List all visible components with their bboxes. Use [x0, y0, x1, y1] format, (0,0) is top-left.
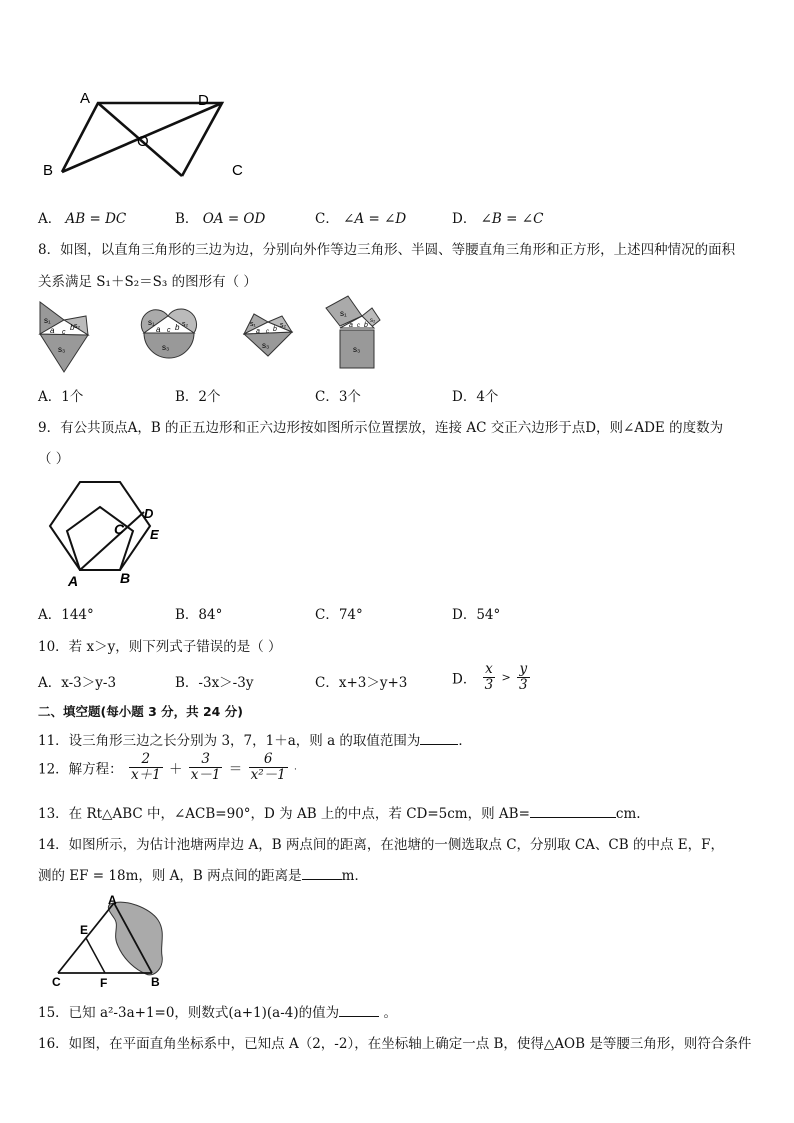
label-A: A [108, 893, 117, 907]
q10-option-d[interactable]: D． $\frac{x}{3}$ > $\frac{y}{3}$ [452, 661, 528, 693]
bowtie-figure [40, 85, 260, 185]
q8-figure-semicircle [138, 306, 198, 361]
q11-stem: 11．设三角形三边之长分别为 3，7，1＋a，则 a 的取值范围为 ． [38, 733, 472, 749]
q8-stem-line2: 关系满足 S₁＋S₂＝S₃ 的图形有（ ） [38, 274, 257, 290]
svg-text:s₂: s₂ [370, 318, 376, 324]
q9-stem-line1: 9．有公共顶点A，B 的正五边形和正六边形按如图所示位置摆放，连接 AC 交正六边形于点D，则∠ADE 的度数为 [38, 420, 724, 436]
label-A: A [68, 573, 79, 589]
svg-text:s₃: s₃ [262, 341, 270, 350]
q9-option-b[interactable]: B．84° [175, 607, 223, 623]
label-B: B [120, 570, 131, 586]
label-D: D [198, 92, 209, 109]
q14-stem-line2: 测的 EF = 18m，则 A，B 两点间的距离是 m． [38, 868, 368, 884]
q9-option-c[interactable]: C．74° [315, 607, 363, 623]
q15-answer-blank[interactable] [339, 1004, 379, 1017]
label-B: B [151, 975, 160, 989]
svg-text:a: a [349, 322, 353, 329]
q8-option-a[interactable]: A．1个 [38, 389, 84, 405]
q10-stem: 10．若 x＞y，则下列式子错误的是（ ） [38, 639, 282, 655]
q7-option-a[interactable]: A． AB = DC [38, 211, 127, 227]
pentagon-hexagon-figure [40, 482, 170, 592]
svg-text:b: b [70, 323, 75, 332]
label-O: O [137, 133, 149, 150]
q7-option-c[interactable]: C． ∠A = ∠D [315, 211, 407, 227]
svg-text:c: c [167, 327, 171, 334]
label-C: C [52, 975, 61, 989]
q10-option-b[interactable]: B．-3x＞-3y [175, 675, 254, 691]
label-A: A [80, 90, 91, 107]
svg-text:a: a [50, 326, 55, 335]
svg-text:a: a [256, 328, 260, 335]
q10-option-a[interactable]: A．x-3＞y-3 [38, 675, 117, 691]
svg-text:s₂: s₂ [74, 323, 81, 330]
q12-stem: 12．解方程： $\frac{2}{x+1}$ ＋ $\frac{3}{x-1}$ ＝ $\frac{6}{\text{x²－1}}$ . [38, 751, 297, 783]
svg-text:b: b [175, 323, 180, 332]
svg-text:c: c [266, 329, 269, 335]
q9-stem-line2: （ ） [38, 451, 70, 467]
q15-stem: 15．已知 a²-3a+1=0，则数式(a+1)(a-4)的值为 。 [38, 1005, 397, 1021]
svg-text:c: c [62, 329, 66, 336]
svg-text:c: c [357, 323, 360, 329]
q14-answer-blank[interactable] [302, 867, 342, 880]
q8-figure-isosceles-right [240, 310, 300, 360]
q13-stem: 13．在 Rt△ABC 中，∠ACB=90°，D 为 AB 上的中点，若 CD=5cm，则 AB= cm. [38, 806, 641, 822]
q8-figure-equilateral [36, 300, 96, 375]
q8-figure-squares [322, 294, 394, 372]
q11-answer-blank[interactable] [420, 732, 458, 745]
q16-stem: 16．如图，在平面直角坐标系中，已知点 A（2，-2），在坐标轴上确定一点 B，使得△AOB 是等腰三角形，则符合条件 [38, 1036, 752, 1052]
label-D: D [144, 506, 154, 521]
svg-text:s₁: s₁ [148, 318, 155, 327]
q9-option-d[interactable]: D．54° [452, 607, 501, 623]
svg-text:s₃: s₃ [353, 345, 361, 354]
svg-text:b: b [273, 326, 277, 333]
label-E: E [80, 923, 89, 937]
q9-option-a[interactable]: A．144° [38, 607, 94, 623]
q8-option-d[interactable]: D．4个 [452, 389, 499, 405]
q8-option-b[interactable]: B．2个 [175, 389, 221, 405]
q7-option-b[interactable]: B． OA = OD [175, 211, 266, 227]
q13-answer-blank[interactable] [530, 805, 616, 818]
svg-text:s₃: s₃ [58, 345, 66, 354]
label-B: B [43, 162, 54, 179]
label-F: F [100, 976, 108, 990]
svg-text:b: b [364, 322, 368, 329]
svg-text:s₁: s₁ [340, 309, 347, 318]
svg-text:s₁: s₁ [44, 316, 51, 325]
svg-text:s₂: s₂ [280, 322, 287, 329]
q8-stem-line1: 8．如图，以直角三角形的三边为边，分别向外作等边三角形、半圆、等腰直角三角形和正方形，上述四种情况的面积 [38, 242, 736, 258]
svg-text:s₂: s₂ [182, 321, 189, 328]
pond-figure [50, 890, 175, 990]
q14-stem-line1: 14．如图所示，为估计池塘两岸边 A，B 两点间的距离，在池塘的一侧选取点 C，分别取 CA、CB 的中点 E，F， [38, 837, 724, 853]
q8-option-c[interactable]: C．3个 [315, 389, 361, 405]
section-title: 二、填空题(每小题 3 分，共 24 分) [38, 704, 243, 719]
label-C: C [114, 521, 125, 537]
q7-option-d[interactable]: D． ∠B = ∠C [452, 211, 544, 227]
svg-text:s₃: s₃ [162, 343, 170, 352]
svg-text:s₁: s₁ [250, 321, 256, 328]
label-C: C [232, 162, 243, 179]
label-E: E [150, 527, 159, 542]
q10-option-c[interactable]: C．x+3＞y+3 [315, 675, 408, 691]
svg-text:a: a [156, 325, 161, 334]
